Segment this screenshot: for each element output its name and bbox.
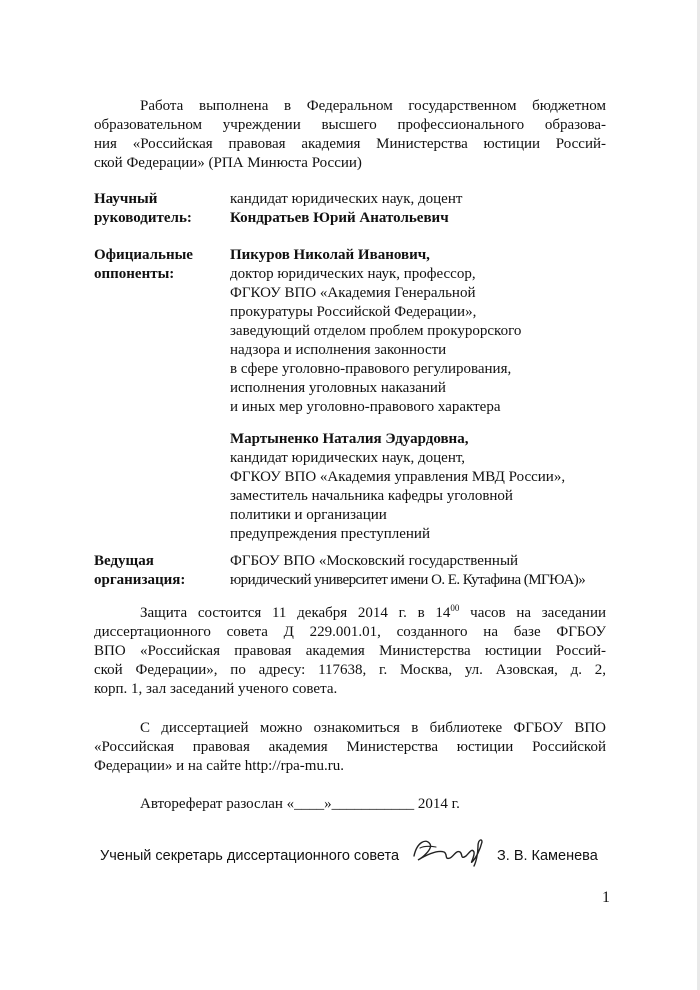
opponent-first-name: Пикуров Николай Иванович, — [230, 247, 430, 263]
library-line: С диссертацией можно ознакомиться в библиотеке ФГБОУ ВПО — [140, 720, 606, 736]
supervisor-name: Кондратьев Юрий Анатольевич — [230, 210, 449, 226]
intro-line: ской Федерации» (РПА Минюста России) — [94, 155, 362, 171]
signature-mark — [408, 832, 488, 870]
supervisor-label: Научный руководитель: — [94, 191, 192, 226]
leading-org-line: ФГБОУ ВПО «Московский государственный — [230, 553, 519, 569]
library-paragraph — [94, 719, 606, 776]
time-superscript: 00 — [450, 603, 460, 613]
opponent-first-line: ФГКОУ ВПО «Академия Генеральной — [230, 285, 476, 301]
page-number: 1 — [602, 889, 610, 906]
opponent-first-line: доктор юридических наук, профессор, — [230, 266, 476, 282]
leading-org-content — [230, 552, 614, 590]
intro-line: ния «Российская правовая академия Министерства юстиции Россий- — [94, 136, 606, 152]
opponent-first-line: исполнения уголовных наказаний — [230, 380, 446, 396]
opponent-first-line: прокуратуры Российской Федерации», — [230, 304, 477, 320]
secretary-label: Ученый секретарь диссертационного совета — [100, 848, 400, 864]
opponent-first-line: надзора и исполнения законности — [230, 342, 447, 358]
opponent-second — [230, 430, 614, 544]
defense-line: ской Федерации», по адресу: 117638, г. Москва, ул. Азовская, д. 2, — [94, 662, 606, 678]
supervisor-degree: кандидат юридических наук, доцент — [230, 191, 463, 207]
leading-org-label: Ведущая организация: — [94, 553, 186, 588]
secretary-row — [100, 842, 620, 872]
opponent-first-line: и иных мер уголовно-правового характера — [230, 399, 501, 415]
defense-line: диссертационного совета Д 229.001.01, созданного на базе ФГБОУ — [94, 624, 606, 640]
intro-line: Работа выполнена в Федеральном государственном бюджетном — [140, 98, 606, 114]
opponent-second-line: кандидат юридических наук, доцент, — [230, 450, 466, 466]
opponent-second-line: заместитель начальника кафедры уголовной — [230, 488, 513, 504]
opponents-label: Официальные оппоненты: — [94, 247, 193, 282]
intro-line: образовательном учреждении высшего профессионального образова- — [94, 117, 606, 133]
opponent-first — [230, 246, 614, 417]
opponent-second-name: Мартыненко Наталия Эдуардовна, — [230, 431, 469, 447]
defense-line: Защита состоится 11 декабря 2014 г. в $14^{00}$ часов на заседании — [140, 603, 606, 621]
opponent-first-line: в сфере уголовно-правового регулирования, — [230, 361, 512, 377]
opponent-second-line: предупреждения преступлений — [230, 526, 430, 542]
opponent-second-line: политики и организации — [230, 507, 387, 523]
secretary-name: З. В. Каменева — [497, 848, 598, 864]
opponent-second-line: ФГКОУ ВПО «Академия управления МВД России», — [230, 469, 566, 485]
mailing-date: Автореферат разослан «____»___________ 2014 г. — [140, 796, 460, 812]
opponent-first-line: заведующий отделом проблем прокурорского — [230, 323, 522, 339]
defense-line: корп. 1, зал заседаний ученого совета. — [94, 681, 338, 697]
library-line: Федерации» и на сайте http://rpa-mu.ru. — [94, 758, 344, 774]
leading-org-line: юридический университет имени О. Е. Кутафина (МГЮА)» — [230, 572, 586, 588]
library-line: «Российская правовая академия Министерства юстиции Российской — [94, 739, 606, 755]
supervisor-content — [230, 190, 614, 228]
intro-paragraph — [94, 97, 606, 173]
defense-line: ВПО «Российская правовая академия Министерства юстиции Россий- — [94, 643, 606, 659]
defense-paragraph — [94, 604, 606, 699]
